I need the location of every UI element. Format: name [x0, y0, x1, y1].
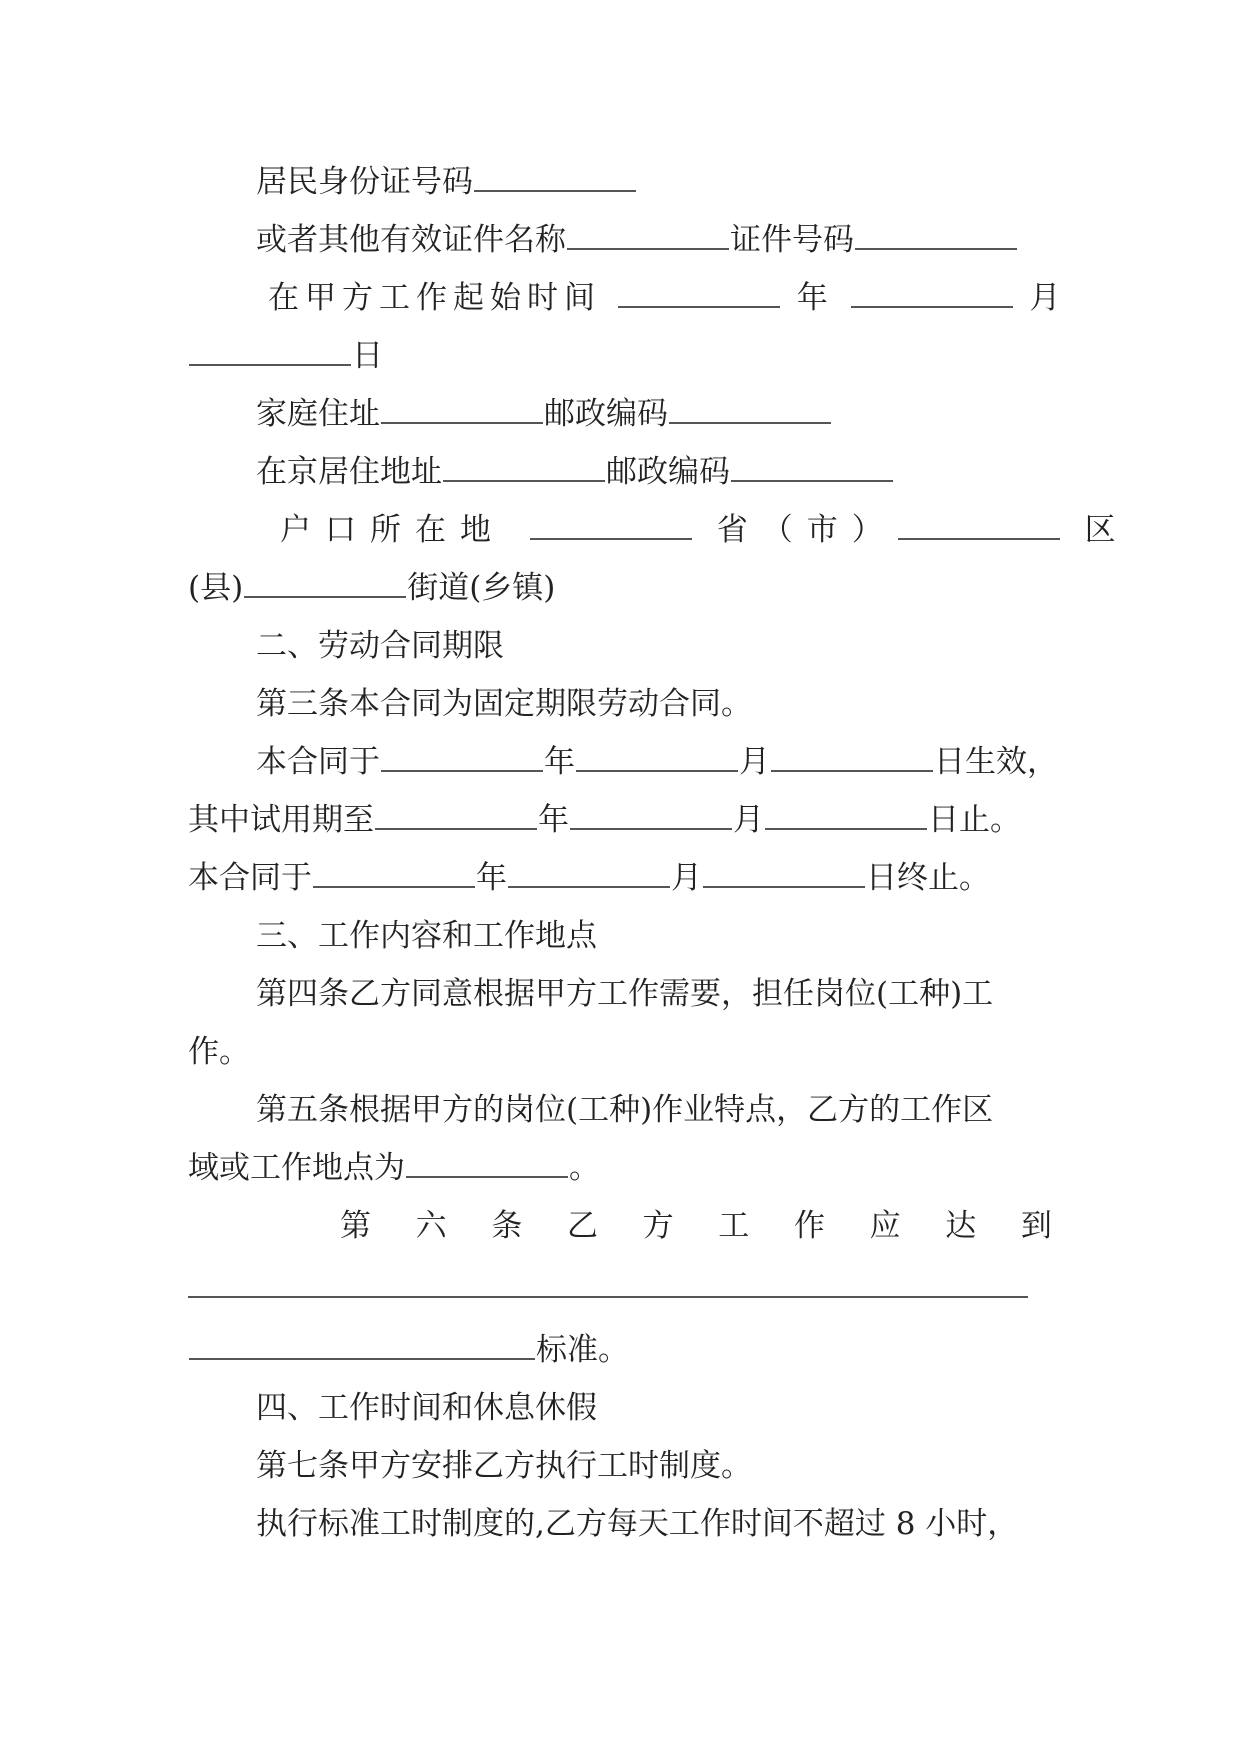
article6-line1: [340, 1204, 1052, 1248]
probation-day: 日止。: [928, 802, 1021, 838]
hukou-county-label: (县): [188, 570, 244, 606]
termination-month-blank: [508, 886, 670, 888]
probation-line: [188, 798, 1068, 842]
article6-char: 达: [945, 1208, 977, 1244]
section4-title: 四、工作时间和休息休假: [256, 1390, 597, 1426]
effective-line: [256, 740, 1136, 784]
article6-end: 标准。: [536, 1332, 629, 1368]
start-year-blank: [618, 306, 780, 308]
start-time-label: 在甲方工作起始时间: [268, 280, 601, 316]
id-number-label: 居民身份证号码: [256, 164, 473, 200]
termination-lead: 本合同于: [188, 860, 312, 896]
home-postcode-blank: [669, 422, 831, 424]
article5-lead: 域或工作地点为: [188, 1150, 405, 1186]
effective-day: 日生效，: [934, 744, 1058, 780]
termination-month: 月: [671, 860, 702, 896]
article6-char: 第: [340, 1208, 371, 1244]
article6-char: 乙: [566, 1208, 598, 1244]
hukou-street-blank: [244, 596, 406, 598]
effective-lead: 本合同于: [256, 744, 380, 780]
article4-line2: 作。: [188, 1034, 250, 1070]
start-month-blank: [851, 306, 1013, 308]
start-day-label: 日: [352, 338, 383, 374]
article5-line1: 第五条根据甲方的岗位(工种)作业特点，乙方的工作区: [256, 1092, 994, 1128]
id-number-line: [256, 160, 1136, 204]
article6-char: 条: [491, 1208, 523, 1244]
hukou-street-label: 街道(乡镇): [407, 570, 556, 606]
probation-month-blank: [570, 828, 732, 830]
article6-blank-end: [189, 1358, 535, 1360]
article6-line3: [188, 1328, 1068, 1372]
hukou-province-blank: [530, 538, 692, 540]
article5-blank: [406, 1176, 568, 1178]
termination-line: [188, 856, 1068, 900]
termination-day: 日终止。: [866, 860, 990, 896]
article3: 第三条本合同为固定期限劳动合同。: [256, 686, 752, 722]
article6-char: 到: [1020, 1208, 1052, 1244]
article6-char: 方: [642, 1208, 674, 1244]
id-number-blank: [474, 190, 636, 192]
hukou-district-label: 区: [1084, 512, 1130, 548]
hukou-line: [280, 508, 1160, 552]
hukou-line-2: [188, 566, 1068, 610]
article5-end: 。: [569, 1150, 600, 1186]
doc-number-blank: [855, 248, 1017, 250]
effective-month: 月: [739, 744, 770, 780]
home-address-blank: [381, 422, 543, 424]
effective-month-blank: [576, 770, 738, 772]
termination-year-blank: [313, 886, 475, 888]
hukou-district-blank: [898, 538, 1060, 540]
hukou-province-label: 省（市）: [716, 512, 897, 548]
start-year-label: 年: [796, 280, 834, 316]
standard-hours-line: 执行标准工时制度的,乙方每天工作时间不超过 8 小时，: [256, 1506, 1019, 1542]
beijing-postcode-blank: [731, 480, 893, 482]
article6-char: 六: [415, 1208, 447, 1244]
beijing-address-label: 在京居住地址: [256, 454, 442, 490]
home-address-label: 家庭住址: [256, 396, 380, 432]
beijing-address-line: [256, 450, 1136, 494]
home-postcode-label: 邮政编码: [544, 396, 668, 432]
article5-line2: [188, 1146, 1068, 1190]
doc-number-label: 证件号码: [730, 222, 854, 258]
effective-day-blank: [771, 770, 933, 772]
section2-title: 二、劳动合同期限: [256, 628, 504, 664]
probation-year: 年: [538, 802, 569, 838]
probation-day-blank: [765, 828, 927, 830]
start-day-blank: [189, 364, 351, 366]
effective-year-blank: [381, 770, 543, 772]
hukou-label: 户口所在地: [280, 512, 505, 548]
beijing-postcode-label: 邮政编码: [606, 454, 730, 490]
start-day-line: [188, 334, 1068, 378]
home-address-line: [256, 392, 1136, 436]
section3-title: 三、工作内容和工作地点: [256, 918, 597, 954]
beijing-address-blank: [443, 480, 605, 482]
article6-char: 作: [793, 1208, 825, 1244]
start-month-label: 月: [1029, 280, 1067, 316]
article4-line1: 第四条乙方同意根据甲方工作需要，担任岗位(工种)工: [256, 976, 994, 1012]
article6-char: 工: [718, 1208, 750, 1244]
termination-day-blank: [703, 886, 865, 888]
other-doc-label: 或者其他有效证件名称: [256, 222, 566, 258]
start-time-line: [268, 276, 1148, 320]
other-doc-line: [256, 218, 1136, 262]
probation-lead: 其中试用期至: [188, 802, 374, 838]
termination-year: 年: [476, 860, 507, 896]
other-doc-blank: [567, 248, 729, 250]
article6-char: 应: [869, 1208, 901, 1244]
probation-month: 月: [733, 802, 764, 838]
effective-year: 年: [544, 744, 575, 780]
article7: 第七条甲方安排乙方执行工时制度。: [256, 1448, 752, 1484]
article6-blank-line: [188, 1296, 1028, 1298]
probation-year-blank: [375, 828, 537, 830]
